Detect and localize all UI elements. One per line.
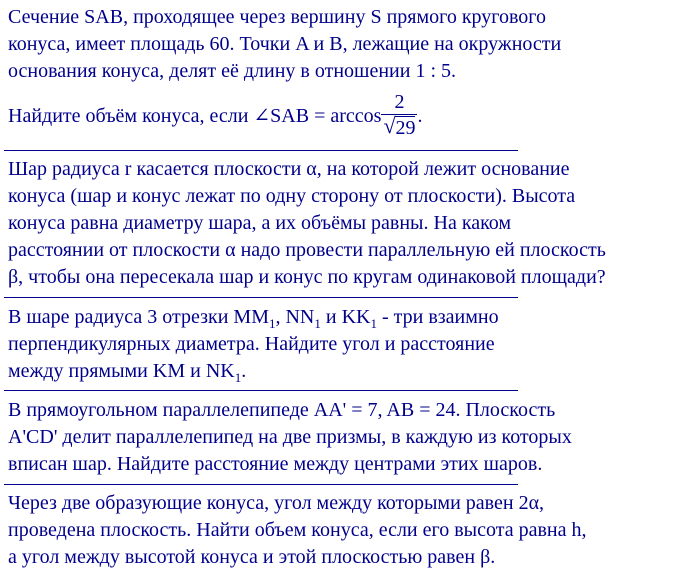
problem-1-line-3: основания конуса, делят её длину в отношении 1 : 5. (8, 60, 456, 82)
problem-4 (8, 397, 572, 478)
radicand: 29 (395, 117, 416, 139)
problem-1-line-2: конуса, имеет площадь 60. Точки A и B, лежащие на окружности (8, 33, 562, 55)
problem-4-line-1: В прямоугольном параллелепипеде AA' = 7, AB = 24. Плоскость (8, 399, 556, 421)
problem-2-line-1: Шар радиуса r касается плоскости α, на которой лежит основание (8, 158, 570, 180)
problem-2-line-2: конуса (шар и конус лежат по одну сторону от плоскости). Высота (8, 185, 576, 207)
problem-1 (8, 4, 561, 143)
problem-5-line-3: а угол между высотой конуса и этой плоскостью равен β. (8, 546, 496, 568)
question-suffix: . (417, 105, 423, 128)
subscript: 1 (370, 316, 377, 331)
text: и KK (320, 306, 371, 328)
problem-4-line-3: вписан шар. Найдите расстояние между центрами этих шаров. (8, 453, 543, 475)
arccos-fraction (381, 90, 417, 141)
problem-3-line-2: перпендикулярных диаметра. Найдите угол и расстояние (8, 333, 495, 355)
question-prefix: Найдите объём конуса, если ∠SAB = arccos (8, 105, 382, 128)
problem-2-line-4: расстоянии от плоскости α надо провести параллельную ей плоскость (8, 239, 606, 261)
problem-4-line-2: A'CD' делит параллелепипед на две призмы, в каждую из которых (8, 426, 572, 448)
text: . (241, 360, 247, 382)
separator-4 (4, 484, 518, 485)
subscript: 1 (268, 316, 276, 331)
problem-3-line-3 (8, 358, 499, 385)
problem-1-line-1: Сечение SAB, проходящее через вершину S прямого кругового (8, 6, 547, 28)
problem-3 (8, 304, 499, 385)
separator-1 (4, 150, 518, 151)
radical-sign-icon: √ (383, 113, 396, 138)
fraction-numerator: 2 (394, 91, 405, 113)
problem-2-line-5: β, чтобы она пересекала шар и конус по кругам одинаковой площади? (8, 266, 606, 288)
problem-5-line-2: проведена плоскость. Найти объем конуса, если его высота равна h, (8, 519, 587, 541)
problem-1-question (8, 92, 561, 143)
fraction-denominator (381, 114, 417, 141)
problem-5 (8, 490, 586, 571)
subscript: 1 (314, 316, 321, 331)
square-root (383, 115, 415, 141)
text: , NN (275, 306, 315, 328)
separator-3 (4, 390, 518, 391)
text: В шаре радиуса 3 отрезки MM (8, 306, 269, 328)
text: - три взаимно (376, 306, 499, 328)
problem-2 (8, 156, 606, 291)
separator-2 (4, 297, 518, 298)
subscript: 1 (234, 370, 242, 385)
problem-5-line-1: Через две образующие конуса, угол между которыми равен 2α, (8, 492, 545, 514)
text: между прямыми KM и NK (8, 360, 235, 382)
problem-2-line-3: конуса равна диаметру шара, а их объёмы равны. На каком (8, 212, 512, 234)
problem-3-line-1 (8, 304, 499, 331)
